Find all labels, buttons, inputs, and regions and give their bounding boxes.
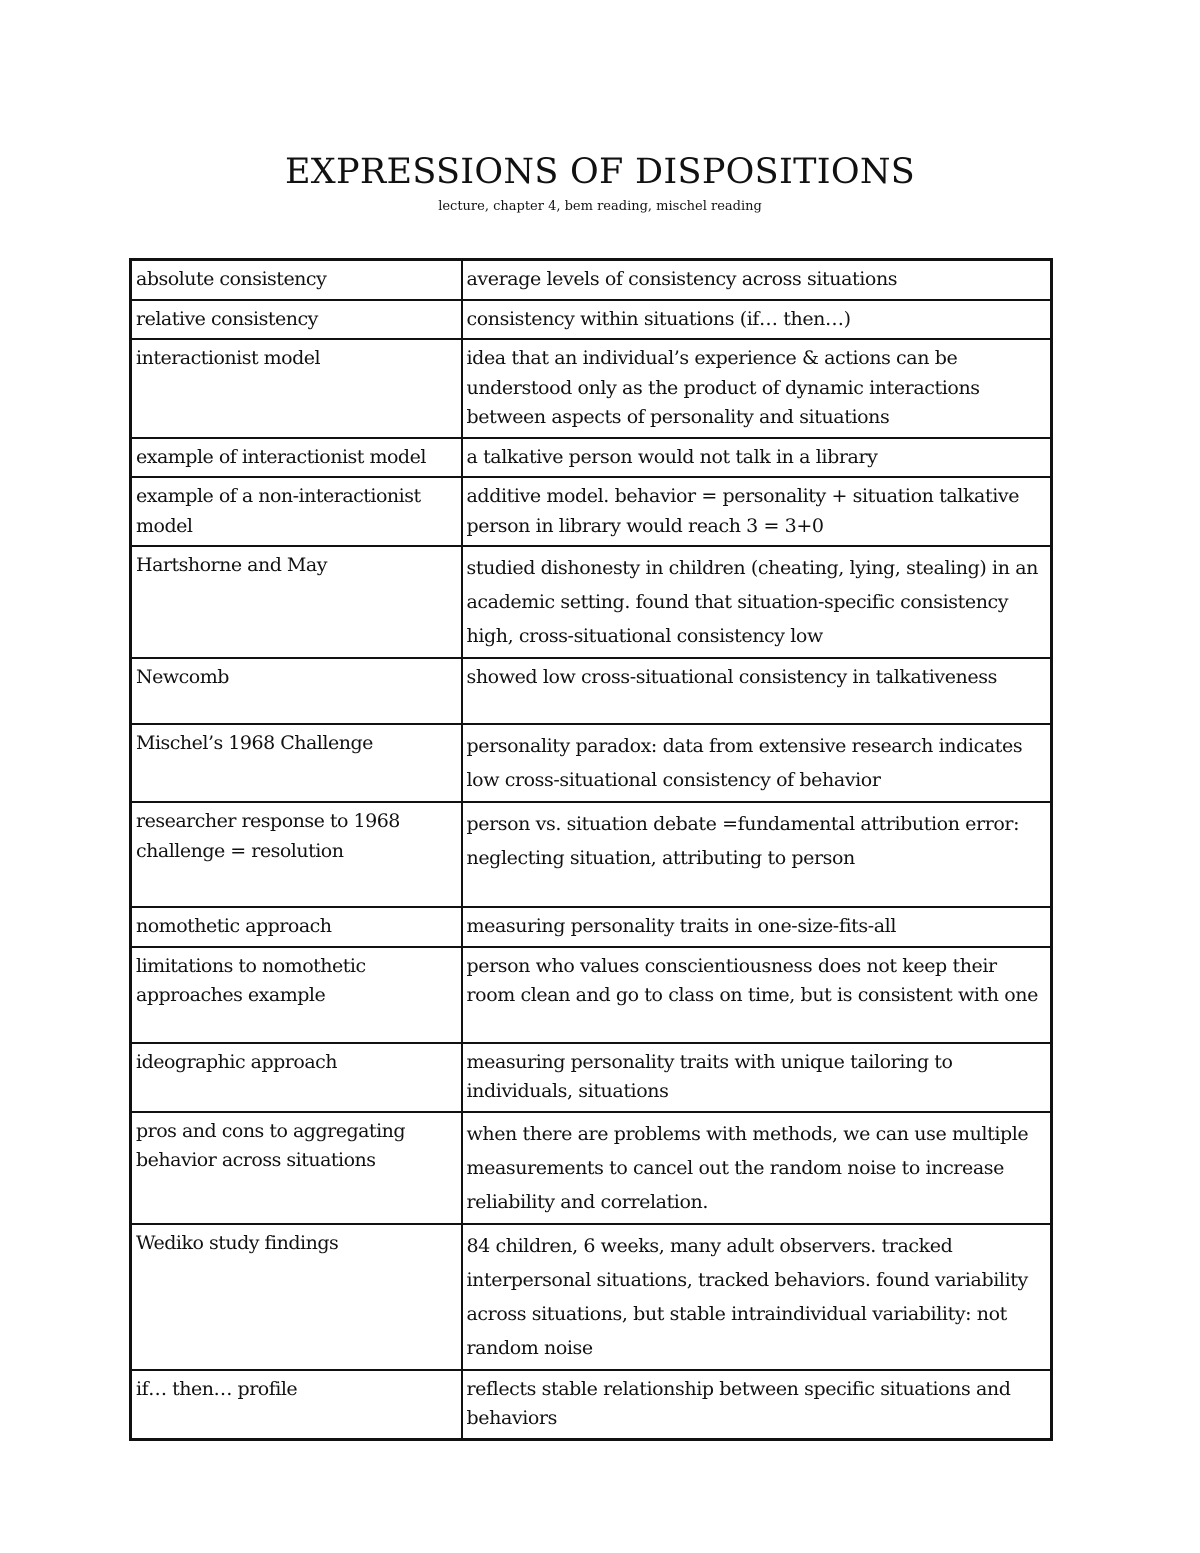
term-cell: ideographic approach [131, 1043, 462, 1112]
definition-cell: person vs. situation debate =fundamental attribution error: neglecting situation, attributing to person [462, 802, 1052, 907]
term-cell: pros and cons to aggregating behavior across situations [131, 1112, 462, 1224]
term-cell: Wediko study findings [131, 1224, 462, 1370]
definition-cell: consistency within situations (if… then…) [462, 300, 1052, 340]
definition-cell: a talkative person would not talk in a library [462, 438, 1052, 478]
definition-cell: average levels of consistency across situations [462, 260, 1052, 300]
term-cell: interactionist model [131, 339, 462, 438]
term-cell: Hartshorne and May [131, 546, 462, 658]
table-row [131, 1224, 1052, 1370]
term-cell: absolute consistency [131, 260, 462, 300]
table-row [131, 546, 1052, 658]
definition-cell: reflects stable relationship between specific situations and behaviors [462, 1370, 1052, 1440]
table-row [131, 1043, 1052, 1112]
document-subtitle: lecture, chapter 4, bem reading, mischel reading [438, 199, 762, 214]
term-cell: if… then… profile [131, 1370, 462, 1440]
definition-cell: personality paradox: data from extensive research indicates low cross-situational consistency of behavior [462, 724, 1052, 802]
table-row [131, 260, 1052, 300]
term-cell: Newcomb [131, 658, 462, 724]
table-row [131, 724, 1052, 802]
term-cell: nomothetic approach [131, 907, 462, 947]
table-row [131, 339, 1052, 438]
table-row [131, 300, 1052, 340]
table-row [131, 477, 1052, 546]
table-row [131, 907, 1052, 947]
definition-cell: 84 children, 6 weeks, many adult observers. tracked interpersonal situations, tracked behaviors. found variability across situations, but stable intraindividual variability: not random noise [462, 1224, 1052, 1370]
terms-table [129, 258, 1053, 1441]
term-cell: relative consistency [131, 300, 462, 340]
document-title: EXPRESSIONS OF DISPOSITIONS [284, 152, 916, 192]
definition-cell: additive model. behavior = personality + situation talkative person in library would reach 3 = 3+0 [462, 477, 1052, 546]
term-cell: limitations to nomothetic approaches example [131, 947, 462, 1043]
term-cell: researcher response to 1968 challenge = resolution [131, 802, 462, 907]
term-cell: example of interactionist model [131, 438, 462, 478]
definition-cell: showed low cross-situational consistency in talkativeness [462, 658, 1052, 724]
definition-cell: idea that an individual’s experience & actions can be understood only as the product of dynamic interactions between aspects of personality and situations [462, 339, 1052, 438]
table-row [131, 658, 1052, 724]
table-row [131, 802, 1052, 907]
table-row [131, 1370, 1052, 1440]
table-row [131, 438, 1052, 478]
definition-cell: person who values conscientiousness does not keep their room clean and go to class on time, but is consistent with one [462, 947, 1052, 1043]
definition-cell: measuring personality traits in one-size-fits-all [462, 907, 1052, 947]
table-row [131, 1112, 1052, 1224]
definition-cell: when there are problems with methods, we can use multiple measurements to cancel out the random noise to increase reliability and correlation. [462, 1112, 1052, 1224]
term-cell: Mischel’s 1968 Challenge [131, 724, 462, 802]
term-cell: example of a non-interactionist model [131, 477, 462, 546]
definition-cell: studied dishonesty in children (cheating, lying, stealing) in an academic setting. found that situation-specific consistency high, cross-situational consistency low [462, 546, 1052, 658]
table-row [131, 947, 1052, 1043]
definition-cell: measuring personality traits with unique tailoring to individuals, situations [462, 1043, 1052, 1112]
